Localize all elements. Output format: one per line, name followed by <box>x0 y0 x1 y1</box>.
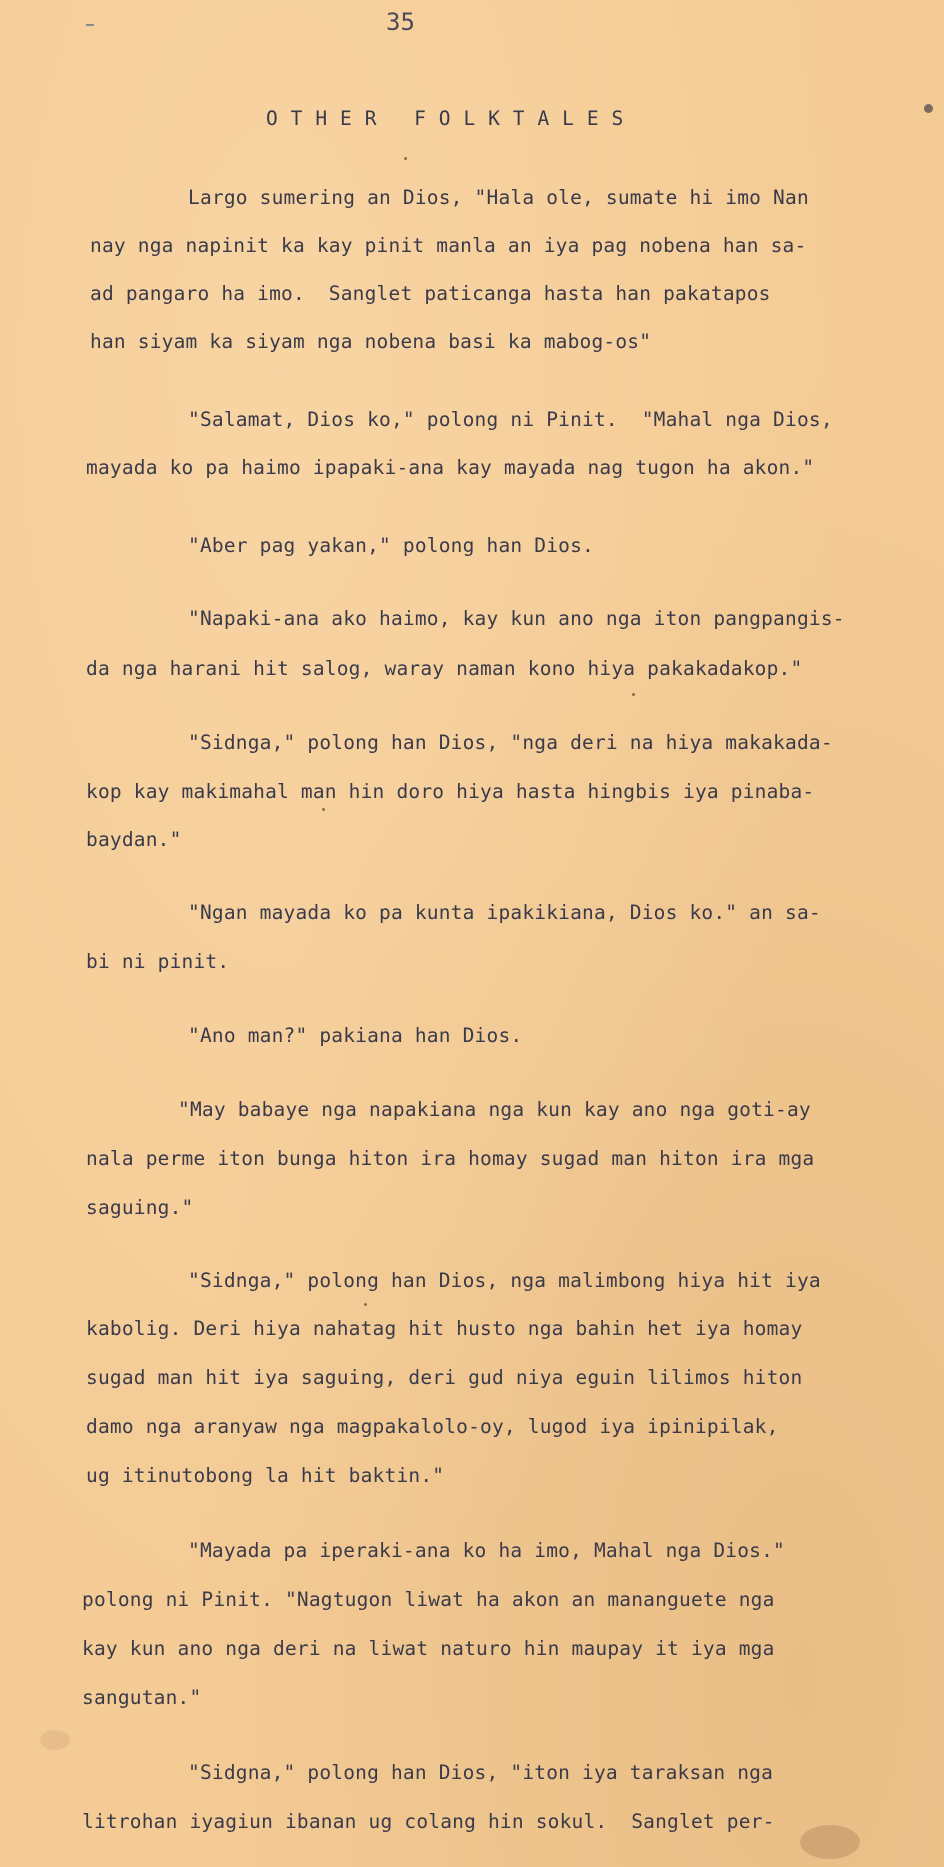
text-line: da nga harani hit salog, waray naman kono hiya pakakadakop." <box>86 657 803 680</box>
text-line: "Ngan mayada ko pa kunta ipakikiana, Dios ko." an sa- <box>188 901 821 924</box>
paper-stain <box>800 1825 860 1859</box>
text-line: "May babaye nga napakiana nga kun kay ano nga goti-ay <box>178 1098 811 1121</box>
page-title: O T H E R F O L K T A L E S <box>266 107 624 130</box>
text-line: "Aber pag yakan," polong han Dios. <box>188 534 594 557</box>
text-line: "Mayada pa iperaki-ana ko ha imo, Mahal nga Dios." <box>188 1539 785 1562</box>
text-line: sangutan." <box>82 1686 202 1709</box>
text-line: damo nga aranyaw nga magpakalolo-oy, lugod iya ipinipilak, <box>86 1415 779 1438</box>
text-line: ad pangaro ha imo. Sanglet paticanga hasta han pakatapos <box>90 282 771 305</box>
text-line: "Sidnga," polong han Dios, nga malimbong hiya hit iya <box>188 1269 821 1292</box>
text-line: baydan." <box>86 828 182 851</box>
paper-stain <box>40 1730 70 1750</box>
text-line: "Ano man?" pakiana han Dios. <box>188 1024 523 1047</box>
text-line: polong ni Pinit. "Nagtugon liwat ha akon an mananguete nga <box>82 1588 775 1611</box>
text-line: ug itinutobong la hit baktin." <box>86 1464 445 1487</box>
paper-speck <box>924 104 933 113</box>
text-line: kay kun ano nga deri na liwat naturo hin maupay it iya mga <box>82 1637 775 1660</box>
text-line: han siyam ka siyam nga nobena basi ka mabog-os" <box>90 330 652 353</box>
text-line: "Sidnga," polong han Dios, "nga deri na hiya makakada- <box>188 731 833 754</box>
page-number: 35 <box>386 8 415 36</box>
paper-speck <box>404 157 407 160</box>
text-line: "Sidgna," polong han Dios, "iton iya taraksan nga <box>188 1761 774 1784</box>
text-line: "Salamat, Dios ko," polong ni Pinit. "Mahal nga Dios, <box>188 408 833 431</box>
text-line: nay nga napinit ka kay pinit manla an iya pag nobena han sa- <box>90 234 807 257</box>
paper-speck <box>364 1303 367 1306</box>
text-line: kop kay makimahal man hin doro hiya hasta hingbis iya pinaba- <box>86 780 815 803</box>
text-line: saguing." <box>86 1196 194 1219</box>
text-line: Largo sumering an Dios, "Hala ole, sumate hi imo Nan <box>188 186 809 209</box>
text-line: sugad man hit iya saguing, deri gud niya eguin lilimos hiton <box>86 1366 803 1389</box>
paper-speck <box>632 693 635 696</box>
paper-speck <box>322 808 325 811</box>
text-line: litrohan iyagiun ibanan ug colang hin sokul. Sanglet per- <box>82 1810 775 1833</box>
text-line: mayada ko pa haimo ipapaki-ana kay mayada nag tugon ha akon." <box>86 456 815 479</box>
text-line: "Napaki-ana ako haimo, kay kun ano nga iton pangpangis- <box>188 607 845 630</box>
text-line: nala perme iton bunga hiton ira homay sugad man hiton ira mga <box>86 1147 815 1170</box>
text-line: bi ni pinit. <box>86 950 230 973</box>
margin-mark <box>86 24 94 26</box>
text-line: kabolig. Deri hiya nahatag hit husto nga bahin het iya homay <box>86 1317 803 1340</box>
